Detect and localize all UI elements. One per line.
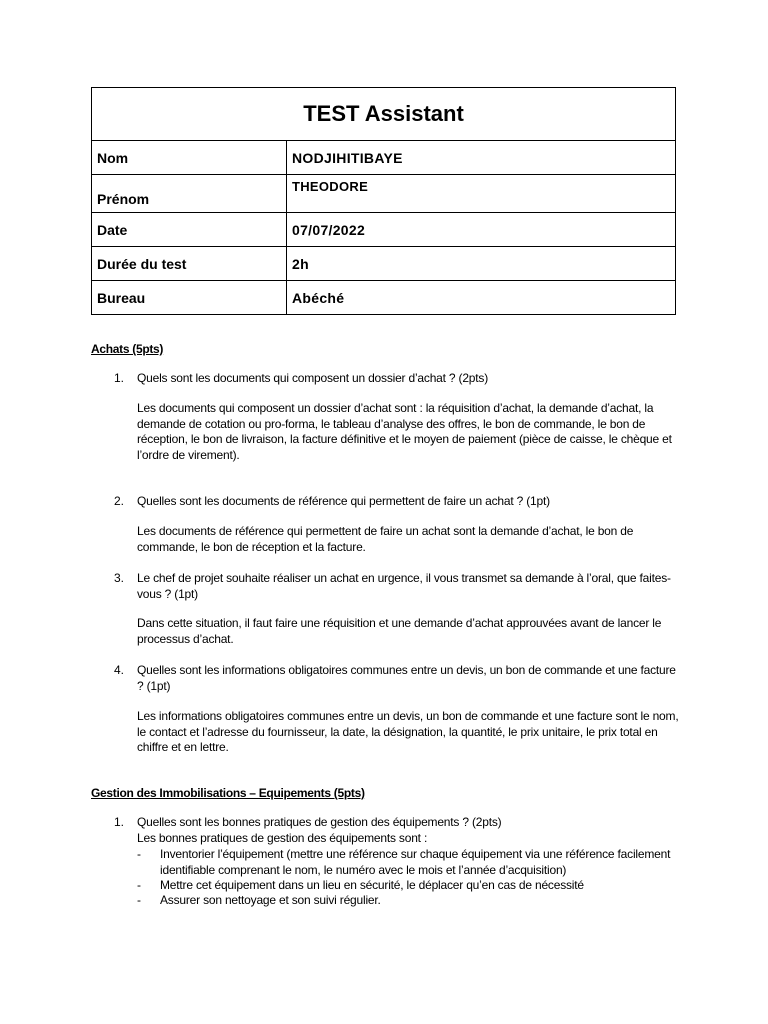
document-title: TEST Assistant [92, 88, 676, 141]
question-number: 2. [114, 494, 125, 508]
info-value: 07/07/2022 [287, 213, 676, 247]
info-row-date [92, 213, 676, 247]
question-number: 4. [114, 663, 125, 677]
info-value: 2h [287, 247, 676, 281]
bullet-item: Mettre cet équipement dans un lieu en sécurité, le déplacer qu’en cas de nécessité [160, 878, 584, 892]
section-title-achats: Achats (5pts) [91, 342, 164, 356]
answer-text: Les documents de référence qui permettent de faire un achat sont la demande d’achat, le bon de commande, le bon de réception et la facture. [137, 524, 634, 554]
info-row-duree [92, 247, 676, 281]
info-label: Durée du test [92, 247, 287, 281]
bullet-item: Assurer son nettoyage et son suivi régulier. [160, 893, 381, 907]
info-table [91, 87, 676, 315]
info-label: Bureau [92, 281, 287, 315]
info-value: NODJIHITIBAYE [287, 141, 676, 175]
question-text: Quelles sont les informations obligatoires communes entre un devis, un bon de commande et une facture ? (1pt) [137, 663, 676, 693]
section-title-immobilisations: Gestion des Immobilisations – Equipements (5pts) [91, 786, 365, 800]
info-value: Abéché [287, 281, 676, 315]
bullet-dash: - [137, 893, 141, 907]
answer-intro: Les bonnes pratiques de gestion des équipements sont : [137, 831, 428, 845]
info-label: Nom [92, 141, 287, 175]
info-label: Date [92, 213, 287, 247]
bullet-dash: - [137, 847, 141, 861]
question-text: Quelles sont les documents de référence qui permettent de faire un achat ? (1pt) [137, 494, 550, 508]
question-text: Le chef de projet souhaite réaliser un achat en urgence, il vous transmet sa demande à l’oral, que faites-vous ? (1pt) [137, 571, 671, 601]
question-number: 3. [114, 571, 125, 585]
answer-text: Les documents qui composent un dossier d’achat sont : la réquisition d’achat, la demande d’achat, la demande de cotation ou pro-forma, le tableau d’analyse des offres, le bon de commande, le bon de réception, le bon de livraison, la facture définitive et le moyen de paiement (pièce de caisse, le chèque et l’ordre de virement). [137, 401, 672, 462]
bullet-item: Inventorier l’équipement (mettre une référence sur chaque équipement via une référence facilement identifiable comprenant le nom, le numéro avec le mois et l’année d’acquisition) [160, 847, 671, 877]
info-row-bureau [92, 281, 676, 315]
question-text: Quels sont les documents qui composent un dossier d’achat ? (2pts) [137, 371, 488, 385]
answer-text: Dans cette situation, il faut faire une réquisition et une demande d’achat approuvées avant de lancer le processus d’achat. [137, 616, 662, 646]
question-text: Quelles sont les bonnes pratiques de gestion des équipements ? (2pts) [137, 815, 502, 829]
answer-text: Les informations obligatoires communes entre un devis, un bon de commande et une facture sont le nom, le contact et l’adresse du fournisseur, la date, la désignation, la quantité, le prix unitaire, le prix total en chiffre et en lettre. [137, 709, 679, 754]
info-row-nom [92, 141, 676, 175]
question-number: 1. [114, 371, 125, 385]
question-number: 1. [114, 815, 125, 829]
info-label: Prénom [92, 175, 287, 213]
info-row-prenom [92, 175, 676, 213]
info-value: THEODORE [287, 175, 676, 213]
bullet-dash: - [137, 878, 141, 892]
